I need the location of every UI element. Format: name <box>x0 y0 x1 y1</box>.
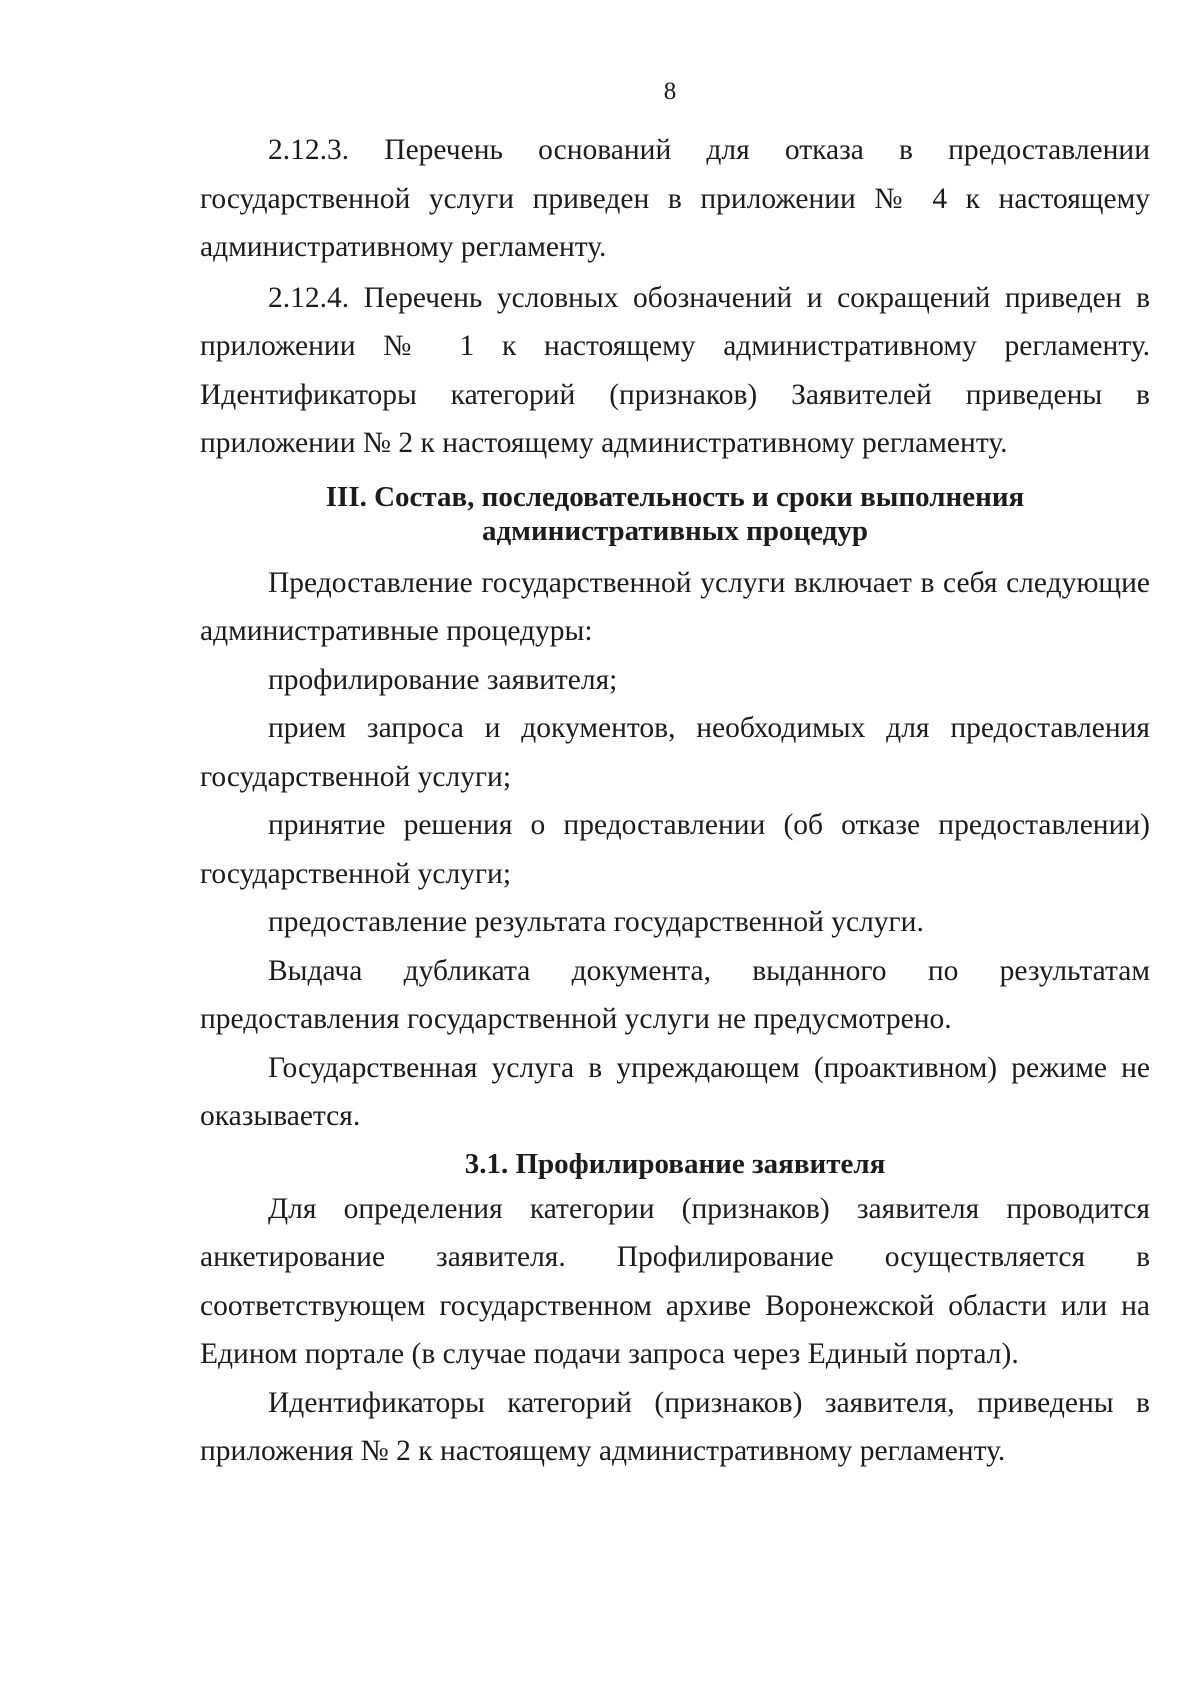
document-body <box>200 126 1150 1476</box>
page-number: 8 <box>663 78 677 105</box>
paragraph-duplicate: Выдача дубликата документа, выданного по результатам предоставления государственной услуги не предусмотрено. <box>200 954 1150 1035</box>
section-heading <box>200 480 1150 548</box>
list-item-result: предоставление результата государственной услуги. <box>268 906 924 938</box>
paragraph-profiling-details: Для определения категории (признаков) заявителя проводится анкетирование заявителя. Профилирование осуществляется в соответствующем государственном архиве Воронежской области или на Едином портале (в случае подачи запроса через Единый портал). <box>200 1192 1150 1370</box>
paragraph-2-12-4: 2.12.4. Перечень условных обозначений и сокращений приведен в приложении № 1 к настоящему административному регламенту. Идентификаторы категорий (признаков) Заявителей приведены в приложении № 2 к настоящему административному регламенту. <box>200 281 1150 459</box>
paragraph-identifiers: Идентификаторы категорий (признаков) заявителя, приведены в приложения № 2 к настоящему административному регламенту. <box>200 1386 1150 1467</box>
list-item-decision: принятие решения о предоставлении (об отказе предоставлении) государственной услуги; <box>200 809 1150 890</box>
paragraph-proactive: Государственная услуга в упреждающем (проактивном) режиме не оказывается. <box>200 1051 1150 1132</box>
section-heading-line-1: III. Состав, последовательность и сроки выполнения <box>325 480 1025 513</box>
list-item-request-intake: прием запроса и документов, необходимых для предоставления государственной услуги; <box>200 712 1150 793</box>
subsection-heading: 3.1. Профилирование заявителя <box>464 1147 886 1180</box>
list-item-profiling: профилирование заявителя; <box>268 663 618 696</box>
section-heading-line-2: административных процедур <box>482 514 868 547</box>
paragraph-2-12-3: 2.12.3. Перечень оснований для отказа в предоставлении государственной услуги приведен в приложении № 4 к настоящему административному регламенту. <box>200 134 1150 263</box>
paragraph-procedures-intro: Предоставление государственной услуги включает в себя следующие административные процедуры: <box>200 566 1150 647</box>
